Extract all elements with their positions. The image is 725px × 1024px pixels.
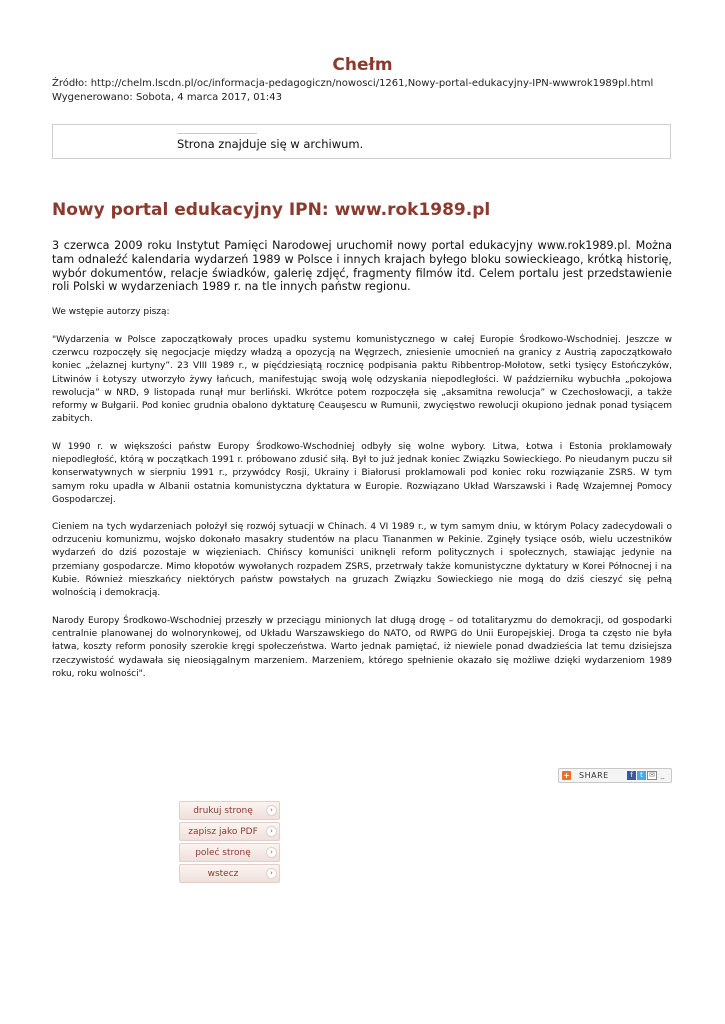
email-icon: ✉ — [647, 771, 657, 780]
chevron-right-icon: › — [266, 826, 277, 837]
more-icon: _ — [660, 771, 665, 779]
article-lead: 3 czerwca 2009 roku Instytut Pamięci Narodowej uruchomił nowy portal edukacyjny www.rok1989.pl. Można tam odnaleźć kalendaria wydarzeń 1989 w Polsce i innych krajach byłego bloku sowieckieago, krótką historię, wybór dokumentów, relacje świadków, galerię zdjęć, fragmenty filmów itd. Celem portalu jest przedstawienie roli Polski w wydarzeniach 1989 r. na tle innych państw regionu. — [52, 239, 672, 294]
divider — [177, 133, 257, 134]
back-button[interactable] — [179, 864, 280, 883]
back-label: wstecz — [207, 869, 239, 879]
facebook-icon: f — [627, 771, 636, 780]
article-paragraph: Narody Europy Środkowo-Wschodniej przeszły w przeciągu minionych lat długą drogę – od totalitaryzmu do demokracji, od gospodarki centralnie planowanej do wolnorynkowej, od Układu Warszawskiego do NATO, od RWPG do Unii Europejskiej. Droga ta często nie była łatwa, koszty reform ponosiły szerokie kręgi społeczeństwa. Warto jednak pamiętać, iż niewiele ponad dwadzieścia lat temu dzisiejsza rzeczywistość wydawała się nieosiągalnym marzeniem. Marzeniem, którego spełnienie okazało się możliwe dzięki wydarzeniom 1989 roku, roku wolności". — [52, 616, 672, 679]
article-title: Nowy portal edukacyjny IPN: www.rok1989.pl — [52, 200, 491, 220]
save-pdf-button[interactable] — [179, 822, 280, 841]
chevron-right-icon: › — [266, 805, 277, 816]
archive-notice-box — [52, 124, 671, 159]
recommend-label: poleć stronę — [195, 848, 251, 858]
share-button[interactable] — [558, 768, 672, 783]
source-url: Źródło: http://chelm.lscdn.pl/oc/informacja-pedagogiczn/nowosci/1261,Nowy-portal-edukacyjny-IPN-wwwrok1989pl.html — [52, 78, 654, 89]
chevron-right-icon: › — [266, 868, 277, 879]
print-label: drukuj stronę — [193, 806, 253, 816]
article-paragraph: Cieniem na tych wydarzeniach położył się rozwój sytuacji w Chinach. 4 VI 1989 r., w tym samym dniu, w którym Polacy zadecydowali o odrzuceniu komunizmu, wojsko dokonało masakry studentów na placu Tiananmen w Pekinie. Zginęły tysiące osób, wielu uczestników wydarzeń do dziś pozostaje w więzieniach. Chińscy komuniści uniknęli reform politycznych i społecznych, stawiając jedynie na przemiany gospodarcze. Mimo kłopotów wywołanych rozpadem ZSRS, przetrwały także komunistyczne dyktatury w Korei Północnej i na Kubie. Również mieszkańcy niektórych państw powstałych na gruzach Związku Sowieckiego nie mogą do dziś cieszyć się pełną wolnością i demokracją. — [52, 522, 672, 599]
generated-date: Wygenerowano: Sobota, 4 marca 2017, 01:43 — [52, 92, 283, 103]
chevron-right-icon: › — [266, 847, 277, 858]
article-paragraph: W 1990 r. w większości państw Europy Środkowo-Wschodniej odbyły się wolne wybory. Litwa, Łotwa i Estonia proklamowały niepodległość, którą w początkach 1991 r. próbowano zdusić siłą. Był to już jednak koniec Związku Sowieckiego. Po nieudanym puczu sił konserwatywnych w sierpniu 1991 r., przywódcy Rosji, Ukrainy i Białorusi proklamowali pod koniec roku rozwiązanie ZSRS. W tym samym roku upadła w Albanii ostatnia komunistyczna dyktatura w Europie. Rozwiązano Układ Warszawski i Radę Wzajemnej Pomocy Gospodarczej. — [52, 442, 672, 505]
article-paragraph: "Wydarzenia w Polsce zapoczątkowały proces upadku systemu komunistycznego w całej Europie Środkowo-Wschodniej. Jeszcze w czerwcu rozpoczęły się negocjacje między władzą a opozycją na Węgrzech, zniesienie umocnień na granicy z Austrią zapoczątkowało koniec „żelaznej kurtyny”. 23 VIII 1989 r., w pięćdziesiątą rocznicę podpisania paktu Ribbentrop-Mołotow, setki tysięcy Estończyków, Litwinów i Łotyszy utworzyło żywy łańcuch, manifestując swoją wolę odzyskania niepodległości. W październiku wybuchła „pokojowa rewolucja” w NRD, 9 listopada runął mur berliński. Wkrótce potem rozpoczęła się „aksamitna rewolucja” w Czechosłowacji, a także reformy w Bułgarii. Pod koniec grudnia obalono dyktaturę Ceauşescu w Rumunii, zwycięstwo rewolucji okupiono jednak ponad tysiącem zabitych. — [52, 335, 672, 425]
plus-icon: + — [563, 771, 570, 780]
site-title: Chełm — [332, 55, 393, 75]
article-intro: We wstępie autorzy piszą: — [52, 307, 170, 317]
twitter-icon: t — [637, 771, 646, 780]
archive-notice: Strona znajduje się w archiwum. — [177, 137, 364, 151]
print-button[interactable] — [179, 801, 280, 820]
recommend-button[interactable] — [179, 843, 280, 862]
share-label: SHARE — [579, 771, 609, 780]
save-pdf-label: zapisz jako PDF — [188, 827, 258, 837]
